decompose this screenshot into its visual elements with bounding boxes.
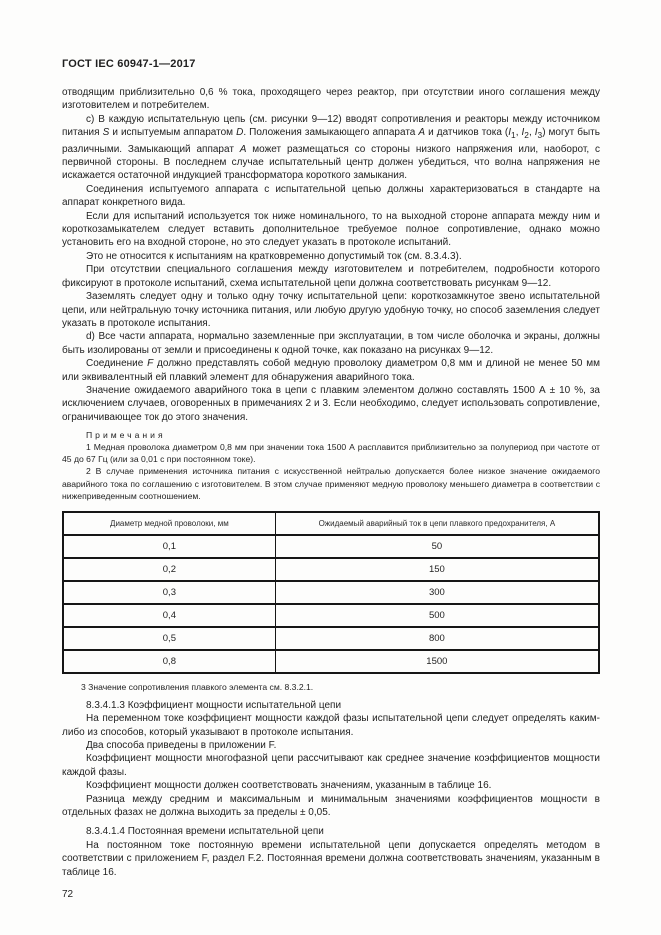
paragraph: Два способа приведены в приложении F. [86, 740, 277, 752]
wire-diameter-current-table [62, 511, 600, 674]
note-3: 3 Значение сопротивления плавкого элемента см. 8.3.2.1. [81, 681, 314, 692]
table-cell: 50 [275, 535, 599, 558]
document-header-title: ГОСТ IEC 60947-1—2017 [62, 58, 196, 70]
paragraph: Коэффициент мощности многофазной цепи рассчитывают как среднее значение коэффициентов мощности каждой фазы. [62, 753, 600, 778]
table-cell: 300 [275, 581, 599, 604]
table-cell: 800 [275, 627, 599, 650]
table-row [63, 650, 599, 673]
paragraph: Коэффициент мощности должен соответствовать значениям, указанным в таблице 16. [86, 780, 492, 792]
table-cell: 0,8 [63, 650, 275, 673]
paragraph: Разница между средним и максимальным и минимальным значениями коэффициентов мощности в отдельных фазах не должна выходить за пределы ± 0,05. [62, 793, 600, 819]
table-cell: 150 [275, 558, 599, 581]
notes-list [62, 441, 600, 501]
paragraph: При отсутствии специального соглашения между изготовителем и потребителем, подробности которого фиксируют в протоколе испытаний, схема испытательной цепи должна соответствовать рисункам 9—12. [62, 264, 600, 289]
paragraph: На переменном токе коэффициент мощности каждой фазы испытательной цепи следует определять каким-либо из способов, который указывают в протоколе испытания. [62, 713, 600, 738]
paragraph: Соединения испытуемого аппарата с испытательной цепью должны характеризоваться в стандарте на аппарат конкретного вида. [62, 183, 600, 209]
paragraph: На постоянном токе постоянную времени испытательной цепи допускается определять методом в соответствии с приложением F, раздел F.2. Постоянная времени должна соответствовать значениям, указанным в таблице 16. [62, 839, 600, 878]
table-cell: 0,5 [63, 627, 275, 650]
table-cell: 0,3 [63, 581, 275, 604]
note-item: 1 Медная проволока диаметром 0,8 мм при значении тока 1500 А расплавится приблизительно за полупериод при частоте от 45 до 67 Гц (или за 0,01 с при постоянном токе). [62, 442, 600, 465]
table-row [63, 558, 599, 581]
note-item: 2 В случае применения источника питания с искусственной нейтралью допускается более низкое значение ожидаемого аварийного тока по соглашению с изготовителем. В этом случае применяют медную проволоку меньшего диаметра в соответствии с нижеприведенным соотношением. [62, 466, 600, 501]
page-number: 72 [62, 889, 74, 901]
table-cell: 1500 [275, 650, 599, 673]
table-header-expected-current: Ожидаемый аварийный ток в цепи плавкого предохранителя, А [275, 512, 599, 535]
paragraph: c) В каждую испытательную цепь (см. рисунки 9—12) вводят сопротивления и реакторы между источником питания S и испытуемым аппаратом D. Положения замыкающего аппарата A и датчиков тока ($I_1$, $I_2$, $I_3$) могут быть различными. Замыкающий аппарат A может размещаться со стороны низкого напряжения или, наоборот, с первичной стороны. В последнем случае испытательный центр должен убедиться, что волна напряжения не искажается остаточной индукцией трансформатора короткого замыкания. [62, 113, 600, 182]
section-heading: 8.3.4.1.4 Постоянная времени испытательной цепи [86, 826, 324, 838]
paragraph: Если для испытаний используется ток ниже номинального, то на выходной стороне аппарата между ним и короткозамыкателем следует вставить дополнительное требуемое полное сопротивление, однако можно установить его на входной стороне, но это следует указать в протоколе испытаний. [62, 210, 600, 249]
paragraph: Заземлять следует одну и только одну точку испытательной цепи: короткозамкнутое звено испытательной цепи, или нейтральную точку источника питания, или любую другую удобную точку, но способ заземления следует указать в протоколе испытания. [62, 291, 600, 329]
paragraph: отводящим приблизительно 0,6 % тока, проходящего через реактор, при отсутствии иного соглашения между изготовителем и потребителем. [62, 87, 600, 112]
paragraph: d) Все части аппарата, нормально заземленные при эксплуатации, в том числе оболочка и экраны, должны быть изолированы от земли и присоединены к одной точке, как показано на рисунках 9—12. [62, 331, 600, 356]
table-row [63, 604, 599, 627]
paragraph: Это не относится к испытаниям на кратковременно допустимый ток (см. 8.3.4.3). [86, 250, 462, 262]
paragraph: Соединение F должно представлять собой медную проволоку диаметром 0,8 мм и длиной не менее 50 мм или эквивалентный ей плавкий элемент для обнаружения аварийного тока. [62, 358, 601, 383]
table-row [63, 581, 599, 604]
table-cell: 0,4 [63, 604, 275, 627]
notes-label: Примечания [86, 430, 166, 441]
table-header-row [63, 512, 599, 535]
table-cell: 500 [275, 604, 599, 627]
table-row [63, 535, 599, 558]
table-cell: 0,1 [63, 535, 275, 558]
table-header-diameter: Диаметр медной проволоки, мм [63, 512, 275, 535]
section-heading: 8.3.4.1.3 Коэффициент мощности испытательной цепи [86, 699, 342, 711]
notes-block [62, 429, 600, 502]
paragraph: Значение ожидаемого аварийного тока в цепи с плавким элементом должно составлять 1500 А ± 10 %, за исключением случаев, оговоренных в примечаниях 2 и 3. Если необходимо, следует использовать сопротивление, ограничивающее ток до этого значения. [62, 384, 600, 423]
table-cell: 0,2 [63, 558, 275, 581]
sections-block [62, 699, 600, 879]
body-text-block [62, 86, 600, 424]
table-row [63, 627, 599, 650]
